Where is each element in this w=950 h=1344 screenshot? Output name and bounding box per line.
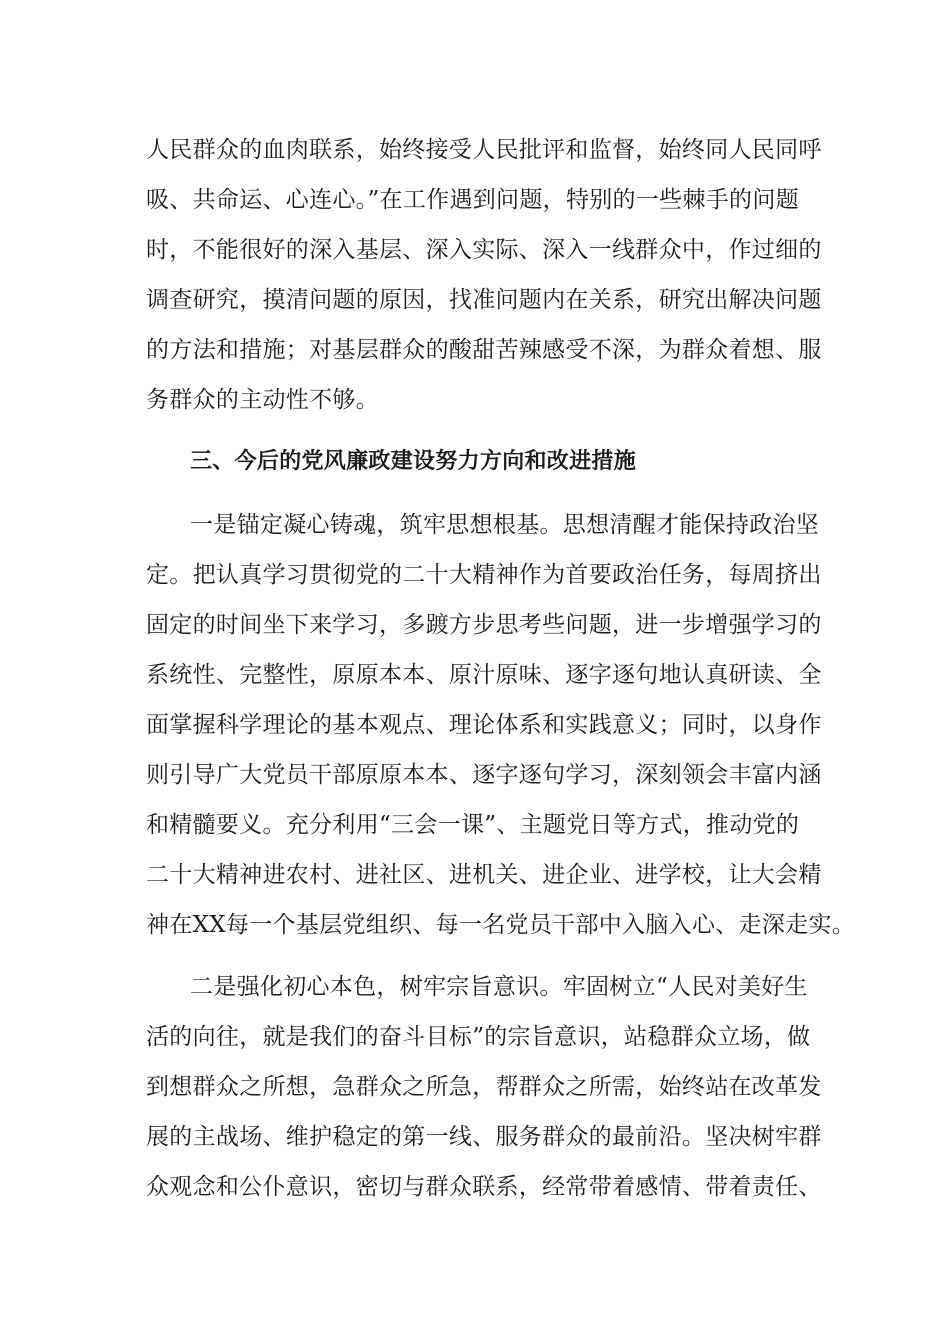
paragraph-1-line-9: 神在XX每一个基层党组织、每一名党员干部中入脑入心、走深走实。	[146, 912, 856, 938]
paragraph-1-line-6: 则引导广大党员干部原原本本、逐字逐句学习，深刻领会丰富内涵	[146, 762, 822, 788]
section-heading: 三、今后的党风廉政建设努力方向和改进措施	[190, 449, 637, 474]
paragraph-2-line-4: 展的主战场、维护稳定的第一线、服务群众的最前沿。坚决树牢群	[146, 1124, 822, 1150]
body-line-4: 调查研究，摸清问题的原因，找准问题内在关系，研究出解决问题	[146, 287, 822, 313]
paragraph-2-line-2: 活的向往，就是我们的奋斗目标”的宗旨意识，站稳群众立场，做	[146, 1024, 811, 1050]
body-line-5: 的方法和措施；对基层群众的酸甜苦辣感受不深，为群众着想、服	[146, 337, 822, 363]
paragraph-1-line-8: 二十大精神进农村、进社区、进机关、进企业、进学校，让大会精	[146, 862, 822, 888]
paragraph-1-line-4: 系统性、完整性，原原本本、原汁原味、逐字逐句地认真研读、全	[146, 662, 822, 688]
paragraph-1-line-1: 一是锚定凝心铸魂，筑牢思想根基。思想清醒才能保持政治坚	[190, 512, 820, 538]
body-line-6: 务群众的主动性不够。	[146, 387, 379, 413]
body-line-3: 时，不能很好的深入基层、深入实际、深入一线群众中，作过细的	[146, 237, 822, 263]
paragraph-2-line-5: 众观念和公仆意识，密切与群众联系，经常带着感情、带着责任、	[146, 1174, 822, 1200]
paragraph-1-line-2: 定。把认真学习贯彻党的二十大精神作为首要政治任务，每周挤出	[146, 562, 822, 588]
paragraph-1-line-3: 固定的时间坐下来学习，多踱方步思考些问题，进一步增强学习的	[146, 612, 822, 638]
body-line-1: 人民群众的血肉联系，始终接受人民批评和监督，始终同人民同呼	[146, 137, 822, 163]
paragraph-1-line-7: 和精髓要义。充分利用“三会一课”、主题党日等方式，推动党的	[146, 812, 800, 838]
body-line-2: 吸、共命运、心连心。”在工作遇到问题，特别的一些棘手的问题	[146, 187, 799, 213]
paragraph-2-line-3: 到想群众之所想，急群众之所急，帮群众之所需，始终站在改革发	[146, 1074, 822, 1100]
paragraph-1-line-5: 面掌握科学理论的基本观点、理论体系和实践意义；同时，以身作	[146, 712, 822, 738]
paragraph-2-line-1: 二是强化初心本色，树牢宗旨意识。牢固树立“人民对美好生	[190, 974, 808, 1000]
